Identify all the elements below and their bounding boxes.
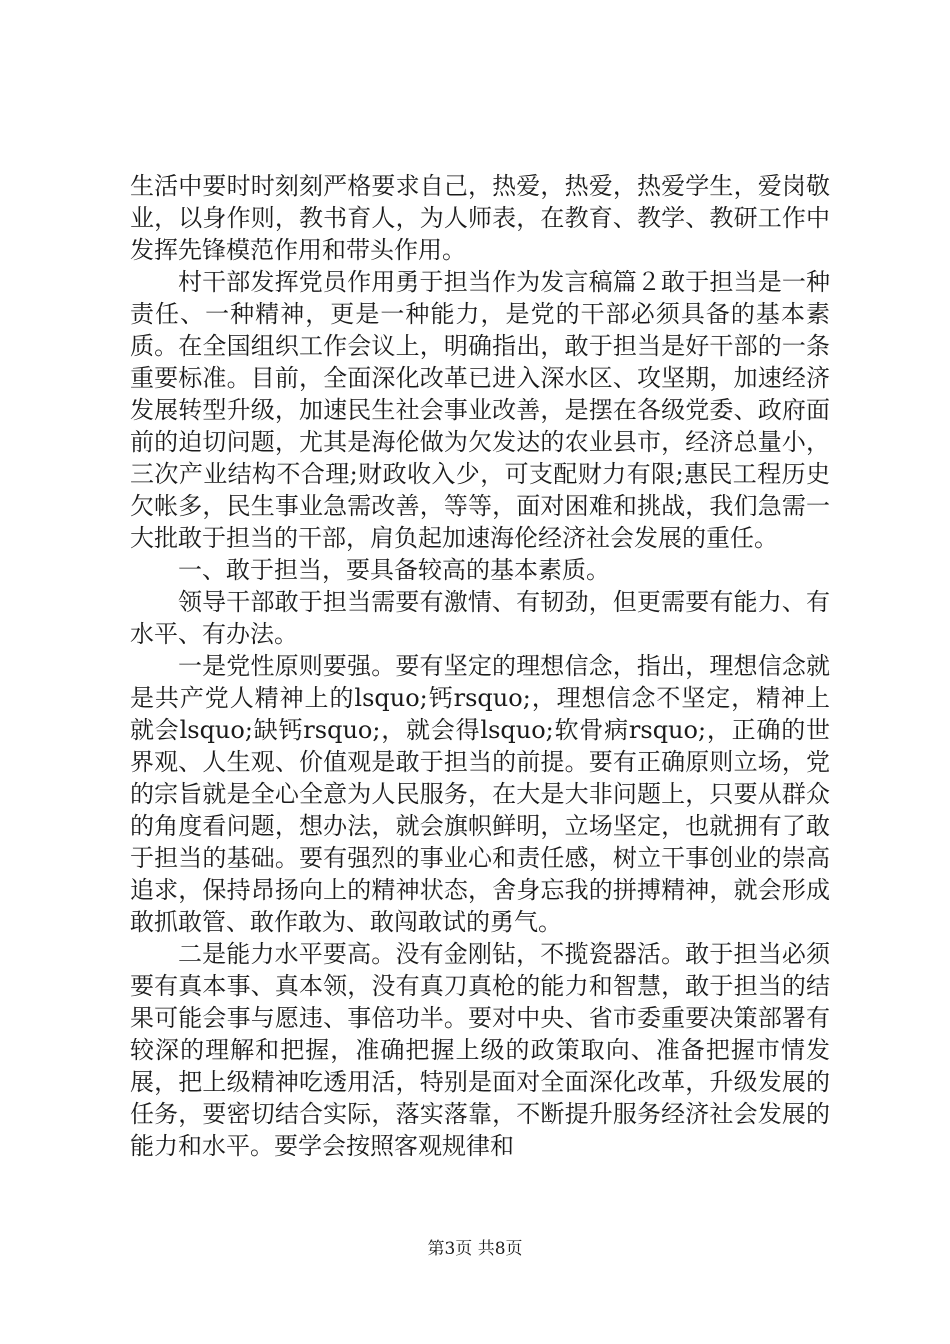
paragraph-3: 领导干部敢于担当需要有激情、有韧劲，但更需要有能力、有水平、有办法。 [130, 588, 830, 648]
document-body [130, 170, 830, 1162]
paragraph-4: 一是党性原则要强。要有坚定的理想信念，指出，理想信念就是共产党人精神上的lsquo;钙rsquo;，理想信念不坚定，精神上就会lsquo;缺钙rsquo;，就会得lsquo;软骨病rsquo;，正确的世界观、人生观、价值观是敢于担当的前提。要有正确原则立场，党的宗旨就是全心全意为人民服务，在大是大非问题上，只要从群众的角度看问题，想办法，就会旗帜鲜明，立场坚定，也就拥有了敢于担当的基础。要有强烈的事业心和责任感，树立干事创业的崇高追求，保持昂扬向上的精神状态，舍身忘我的拼搏精神，就会形成敢抓敢管、敢作敢为、敢闯敢试的勇气。 [130, 652, 830, 936]
paragraph-2: 村干部发挥党员作用勇于担当作为发言稿篇２敢于担当是一种责任、一种精神，更是一种能力，是党的干部必须具备的基本素质。在全国组织工作会议上，明确指出，敢于担当是好干部的一条重要标准。目前，全面深化改革已进入深水区、攻坚期，加速经济发展转型升级，加速民生社会事业改善，是摆在各级党委、政府面前的迫切问题，尤其是海伦做为欠发达的农业县市，经济总量小，三次产业结构不合理;财政收入少，可支配财力有限;惠民工程历史欠帐多，民生事业急需改善，等等，面对困难和挑战，我们急需一大批敢于担当的干部，肩负起加速海伦经济社会发展的重任。 [130, 268, 830, 552]
paragraph-1: 生活中要时时刻刻严格要求自己，热爱，热爱，热爱学生，爱岗敬业，以身作则，教书育人，为人师表，在教育、教学、教研工作中发挥先锋模范作用和带头作用。 [130, 172, 830, 264]
page-number: 第3页 共8页 [427, 1239, 523, 1259]
section-heading: 一、敢于担当，要具备较高的基本素质。 [178, 556, 610, 584]
paragraph-5: 二是能力水平要高。没有金刚钻，不揽瓷器活。敢于担当必须要有真本事、真本领，没有真刀真枪的能力和智慧，敢于担当的结果可能会事与愿违、事倍功半。要对中央、省市委重要决策部署有较深的理解和把握，准确把握上级的政策取向、准备把握市情发展，把上级精神吃透用活，特别是面对全面深化改革，升级发展的任务，要密切结合实际，落实落靠，不断提升服务经济社会发展的能力和水平。要学会按照客观规律和 [130, 940, 830, 1160]
